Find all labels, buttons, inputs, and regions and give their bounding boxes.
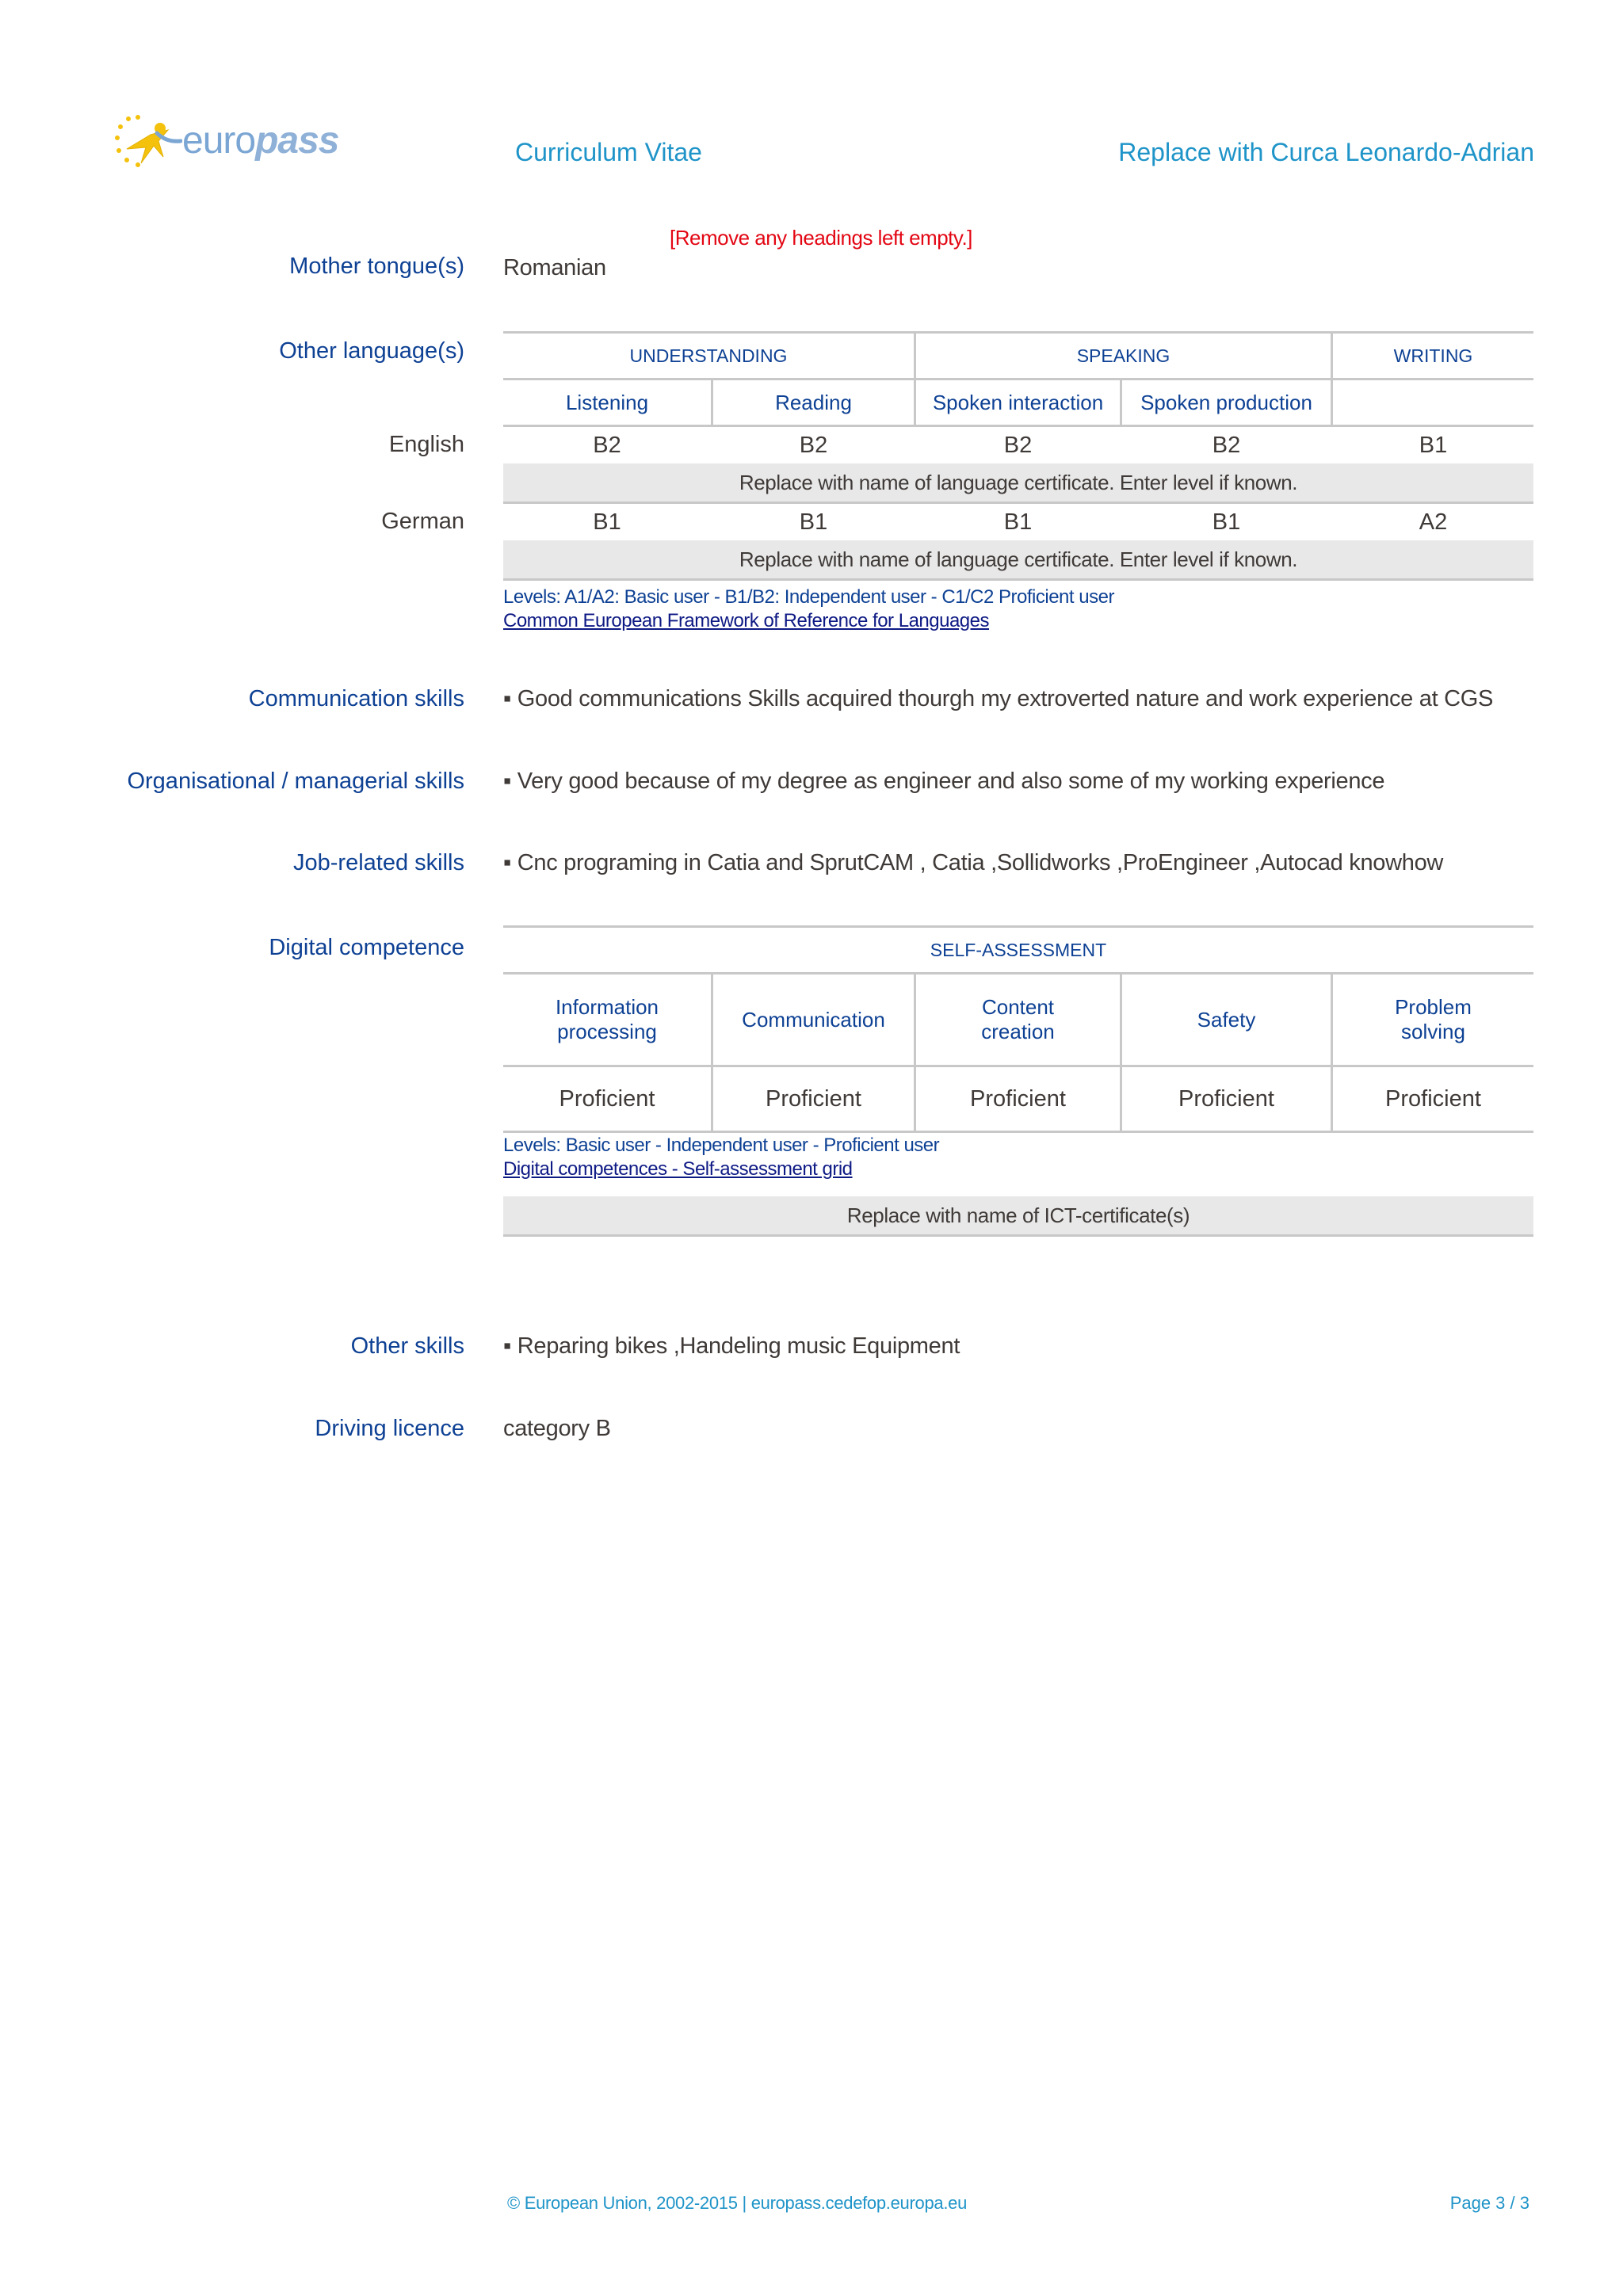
- english-listening: B2: [593, 432, 621, 458]
- writing-header: WRITING: [1393, 345, 1473, 366]
- job-related-skills-label: Job-related skills: [293, 850, 464, 875]
- content-creation-header: Content creation: [981, 995, 1055, 1043]
- german-certificate: Replace with name of language certificate. Enter level if known.: [503, 540, 1533, 578]
- digital-levels-note: Levels: Basic user - Independent user - Proficient user: [503, 1135, 940, 1156]
- europass-star-figure-icon: [111, 111, 182, 182]
- english-spoken-interaction: B2: [1003, 432, 1033, 458]
- german-listening: B1: [593, 509, 621, 535]
- candidate-name: Replace with Curca Leonardo-Adrian: [1118, 138, 1534, 166]
- safety-header: Safety: [1197, 1007, 1256, 1032]
- speaking-header: SPEAKING: [1076, 345, 1170, 366]
- empty-headings-warning: [Remove any headings left empty.]: [670, 226, 972, 250]
- language-name-english: English: [388, 432, 464, 457]
- europass-wordmark: europass: [182, 120, 339, 162]
- spoken-interaction-subheader: Spoken interaction: [932, 390, 1104, 414]
- driving-licence-label: Driving licence: [315, 1416, 464, 1441]
- other-skills-value: ▪ Reparing bikes ,Handeling music Equipment: [503, 1333, 960, 1359]
- digital-competence-label: Digital competence: [269, 935, 464, 960]
- communication-header: Communication: [742, 1007, 885, 1032]
- language-levels-note: Levels: A1/A2: Basic user - B1/B2: Independent user - C1/C2 Proficient user: [503, 586, 1114, 608]
- ict-certificate: Replace with name of ICT-certificate(s): [503, 1196, 1533, 1234]
- content-creation-level: Proficient: [970, 1085, 1066, 1112]
- english-certificate: Replace with name of language certificate. Enter level if known.: [503, 463, 1533, 502]
- europass-logo: [111, 111, 349, 182]
- footer-page-number: Page 3 / 3: [1449, 2193, 1529, 2213]
- information-processing-level: Proficient: [559, 1085, 655, 1112]
- other-skills-label: Other skills: [350, 1333, 464, 1359]
- mother-tongue-value: Romanian: [503, 255, 606, 280]
- document-title: Curriculum Vitae: [515, 138, 702, 166]
- ict-certificate-box: [503, 1196, 1533, 1239]
- other-languages-label: Other language(s): [279, 338, 464, 364]
- language-name-german: German: [381, 509, 464, 534]
- spoken-production-subheader: Spoken production: [1140, 390, 1312, 414]
- english-reading: B2: [799, 432, 828, 458]
- communication-level: Proficient: [766, 1085, 861, 1112]
- english-spoken-production: B2: [1212, 432, 1241, 458]
- driving-licence-value: category B: [503, 1416, 611, 1441]
- job-related-skills-value: ▪ Cnc programing in Catia and SprutCAM , Catia ,Sollidworks ,ProEngineer ,Autocad knowhow: [503, 850, 1444, 875]
- reading-subheader: Reading: [775, 390, 852, 414]
- german-reading: B1: [799, 509, 828, 535]
- problem-solving-header: Problem solving: [1395, 995, 1472, 1043]
- listening-subheader: Listening: [565, 390, 649, 414]
- german-spoken-interaction: B1: [1003, 509, 1033, 535]
- organisational-skills-value: ▪ Very good because of my degree as engineer and also some of my working experience: [503, 769, 1385, 794]
- understanding-header: UNDERSTANDING: [629, 345, 788, 366]
- information-processing-header: Information processing: [555, 995, 659, 1043]
- safety-level: Proficient: [1178, 1085, 1274, 1112]
- german-spoken-production: B1: [1212, 509, 1241, 535]
- german-writing: A2: [1419, 509, 1448, 535]
- problem-solving-level: Proficient: [1385, 1085, 1481, 1112]
- communication-skills-value: ▪ Good communications Skills acquired thourgh my extroverted nature and work experience at CGS: [503, 686, 1494, 711]
- footer-copyright: © European Union, 2002-2015 | europass.cedefop.europa.eu: [507, 2193, 968, 2213]
- self-assessment-header: SELF-ASSESSMENT: [930, 939, 1107, 960]
- mother-tongue-label: Mother tongue(s): [289, 254, 464, 279]
- digital-self-assessment-link[interactable]: Digital competences - Self-assessment grid: [503, 1158, 853, 1180]
- cefr-link[interactable]: Common European Framework of Reference for Languages: [503, 610, 989, 631]
- organisational-skills-label: Organisational / managerial skills: [127, 769, 464, 794]
- language-grid: [503, 331, 1533, 583]
- communication-skills-label: Communication skills: [248, 686, 464, 711]
- english-writing: B1: [1419, 432, 1448, 458]
- digital-grid: [503, 925, 1533, 1135]
